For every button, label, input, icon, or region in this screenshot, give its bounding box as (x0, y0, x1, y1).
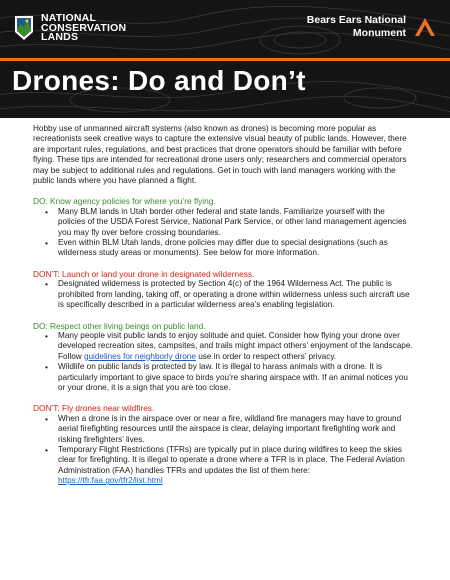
section-heading: DO: Know agency policies for where you’re flying. (33, 196, 216, 207)
section-wilderness (0, 269, 450, 311)
triangle-logo-icon (414, 17, 436, 37)
section-heading: DON’T: Launch or land your drone in designated wilderness. (33, 268, 255, 279)
accent-strip (0, 58, 450, 61)
logo-line: NATIONAL (41, 12, 97, 24)
bullet-text: Temporary Flight Restrictions (TFRs) are typically put in place during wildfires to keep the skies clear for firefighting. It is illegal to operate a drone where a TFR is in place. The Federal Aviation Administration (FAA) handles TFRs and updates the list of them here: (58, 444, 405, 475)
monument-line: Monument (352, 27, 406, 39)
page-title: Drones: Do and Don’t (12, 65, 306, 96)
faa-tfr-link[interactable]: https://tfr.faa.gov/tfr2/list.html (58, 476, 163, 486)
ncl-logo (13, 14, 126, 43)
monument-name (286, 14, 406, 40)
bullet-item: • Even within BLM Utah lands, drone policies may differ due to special designations (such as wilderness study areas or monuments). See below for more information. (58, 238, 414, 259)
neighborly-drone-link[interactable]: guidelines for neighborly drone (83, 351, 196, 361)
bullet-item (58, 445, 414, 487)
header-banner (0, 0, 450, 118)
bullet-list (58, 207, 414, 259)
document-body (0, 124, 450, 487)
intro-paragraph: Hobby use of unmanned aircraft systems (also known as drones) is becoming more popular as recreationists seek creative ways to capture the extensive visual beauty of public lands. However, there are important rules, regulations, and best practices that drone operators should be familiar with before flying. These tips are intended for recreational drone users only; researchers and commercial operators may be subject to additional rules and regulations. Get in touch with land managers working with the public lands where you have planned a flight. (33, 124, 407, 186)
logo-line: CONSERVATION (41, 21, 127, 34)
bullet-item: • Many BLM lands in Utah border other federal and state lands. Familiarize yourself with the policies of the USDA Forest Service, National Park Service, or other land management agencies you may fly over before crossing boundaries. (58, 207, 414, 238)
bullet-item: • Wildlife on public lands is protected by law. It is illegal to harass animals with a drone. It is particularly important to give space to birds you’re sharing airspace with. If an animal notices you or your drone, it is a sign that you are too close. (58, 362, 414, 393)
bullet-item (58, 331, 414, 362)
bullet-list (58, 414, 414, 487)
blm-logo-icon (13, 14, 35, 42)
logo-line: LANDS (41, 31, 79, 43)
bullet-item: • Designated wilderness is protected by Section 4(c) of the 1964 Wilderness Act. The public is prohibited from landing, taking off, or operating a drone within wilderness unless such aircraft use is specifically described in a particular wilderness area’s enabling legislation. (58, 279, 414, 310)
monument-line: Bears Ears National (306, 14, 406, 26)
section-heading: DON’T: Fly drones near wildfires. (33, 403, 155, 414)
bullet-text: use in order to respect others’ privacy. (195, 351, 337, 361)
bullet-list (58, 331, 414, 393)
bullet-text: Many people visit public lands to enjoy solitude and quiet. Consider how flying your drone over developed recreation sites, campsites, and trails might impact others’ enjoyment of the landscape. Follow (58, 330, 413, 361)
bullet-item: • When a drone is in the airspace over or near a fire, wildland fire managers may have to ground aerial firefighting resources until the airspace is clear, delaying important firefighting work and risking firefighters’ lives. (58, 414, 414, 445)
section-agency-policies (0, 196, 450, 258)
section-wildfires (0, 403, 450, 486)
bullet-list (58, 279, 414, 310)
section-living-beings (0, 321, 450, 394)
section-heading: DO: Respect other living beings on public land. (33, 320, 206, 331)
